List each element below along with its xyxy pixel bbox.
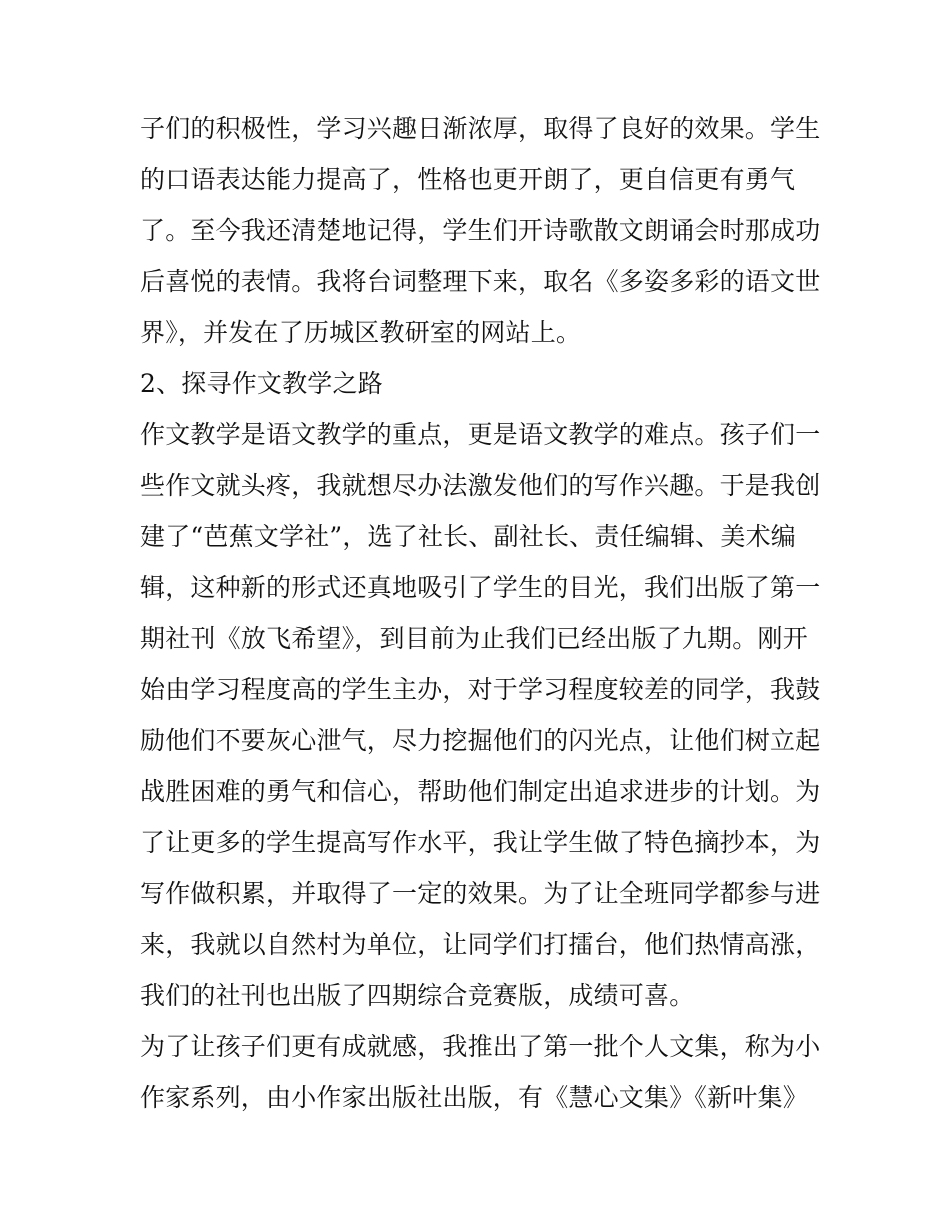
- text-line: 励他们不要灰心泄气，尽力挖掘他们的闪光点，让他们树立起: [140, 726, 821, 755]
- text-line: 来，我就以自然村为单位，让同学们打擂台，他们热情高涨，: [140, 930, 821, 959]
- text-line: 些作文就头疼，我就想尽办法激发他们的写作兴趣。于是我创: [140, 471, 821, 500]
- text-line: 始由学习程度高的学生主办，对于学习程度较差的同学，我鼓: [140, 675, 821, 704]
- text-line: 作家系列，由小作家出版社出版，有《慧心文集》《新叶集》: [140, 1083, 808, 1112]
- text-line: 了让更多的学生提高写作水平，我让学生做了特色摘抄本，为: [140, 828, 821, 857]
- text-line: 的口语表达能力提高了，性格也更开朗了，更自信更有勇气: [140, 165, 796, 194]
- text-line: 界》，并发在了历城区教研室的网站上。: [140, 318, 582, 347]
- text-line: 为了让孩子们更有成就感，我推出了第一批个人文集，称为小: [140, 1032, 821, 1061]
- text-line: 子们的积极性，学习兴趣日渐浓厚，取得了良好的效果。学生: [140, 114, 821, 143]
- text-line: 写作做积累，并取得了一定的效果。为了让全班同学都参与进: [140, 879, 821, 908]
- text-line: 了。至今我还清楚地记得，学生们开诗歌散文朗诵会时那成功: [140, 216, 821, 245]
- text-line: 战胜困难的勇气和信心，帮助他们制定出追求进步的计划。为: [140, 777, 821, 806]
- text-line: 作文教学是语文教学的重点，更是语文教学的难点。孩子们一: [140, 420, 821, 449]
- text-line: 建了“芭蕉文学社”，选了社长、副社长、责任编辑、美术编: [140, 522, 796, 551]
- section-heading: 2、探寻作文教学之路: [140, 369, 383, 398]
- text-line: 辑，这种新的形式还真地吸引了学生的目光，我们出版了第一: [140, 573, 821, 602]
- text-line: 后喜悦的表情。我将台词整理下来，取名《多姿多彩的语文世: [140, 267, 821, 296]
- text-line: 期社刊《放飞希望》，到目前为止我们已经出版了九期。刚开: [140, 624, 808, 653]
- text-line: 我们的社刊也出版了四期综合竞赛版，成绩可喜。: [140, 981, 695, 1010]
